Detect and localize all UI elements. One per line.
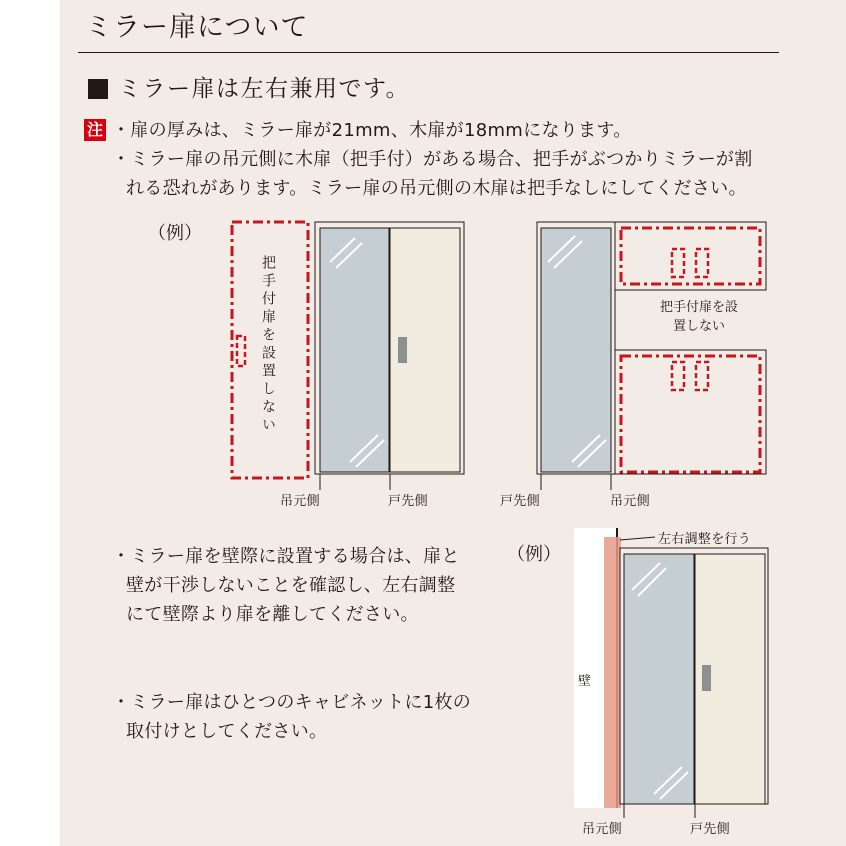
figure-3 bbox=[574, 528, 768, 818]
hinge-side-label-2: 吊元側 bbox=[610, 494, 650, 509]
adjust-label: 左右調整を行う bbox=[658, 532, 752, 547]
tip-side-label-2: 戸先側 bbox=[500, 494, 540, 509]
figure-2 bbox=[537, 222, 766, 490]
wall-note-line-1: ・ミラー扉を壁際に設置する場合は、扉と bbox=[112, 546, 460, 567]
door-handle-icon bbox=[398, 337, 407, 363]
mirror-door-1 bbox=[320, 228, 389, 472]
no-handle-note-2: 把手付扉を設置しない bbox=[659, 300, 738, 334]
upper-cabinet bbox=[615, 222, 766, 290]
tip-side-label-1: 戸先側 bbox=[388, 494, 428, 509]
note-line-3: れる恐れがあります。ミラー扉の吊元側の木扉は把手なしにしてください。 bbox=[126, 178, 747, 199]
note-line-1: ・扉の厚みは、ミラー扉が21mm、木扉が18mmになります。 bbox=[112, 120, 632, 141]
no-handle-note-vertical: 把手付扉を設置しない bbox=[260, 255, 276, 435]
note-badge: 注 bbox=[84, 119, 106, 141]
mirror-door-3 bbox=[624, 554, 694, 804]
wall-label: 壁 bbox=[578, 674, 592, 689]
hinge-side-label-1: 吊元側 bbox=[280, 494, 320, 509]
note-line-2: ・ミラー扉の吊元側に木扉（把手付）がある場合、把手がぶつかりミラーが割 bbox=[112, 149, 753, 170]
wall-note-line-3: にて壁際より扉を離してください。 bbox=[126, 604, 419, 625]
mirror-door-2 bbox=[541, 228, 611, 472]
single-mirror-note-line-2: 取付けとしてください。 bbox=[126, 721, 328, 742]
example-label-1: （例） bbox=[148, 223, 202, 244]
single-mirror-note-line-1: ・ミラー扉はひとつのキャビネットに1枚の bbox=[112, 692, 472, 713]
tip-side-label-3: 戸先側 bbox=[690, 822, 730, 837]
adjustment-band bbox=[604, 537, 621, 808]
handle-outline-icon bbox=[237, 336, 245, 366]
section-heading: ミラー扉は左右兼用です。 bbox=[118, 76, 411, 102]
page-title: ミラー扉について bbox=[85, 12, 309, 43]
example-label-2: （例） bbox=[507, 544, 561, 565]
wall-note-line-2: 壁が干渉しないことを確認し、左右調整 bbox=[126, 575, 456, 596]
lower-cabinet bbox=[615, 350, 766, 474]
hinge-side-label-3: 吊元側 bbox=[582, 822, 622, 837]
door-handle-icon bbox=[702, 665, 711, 691]
